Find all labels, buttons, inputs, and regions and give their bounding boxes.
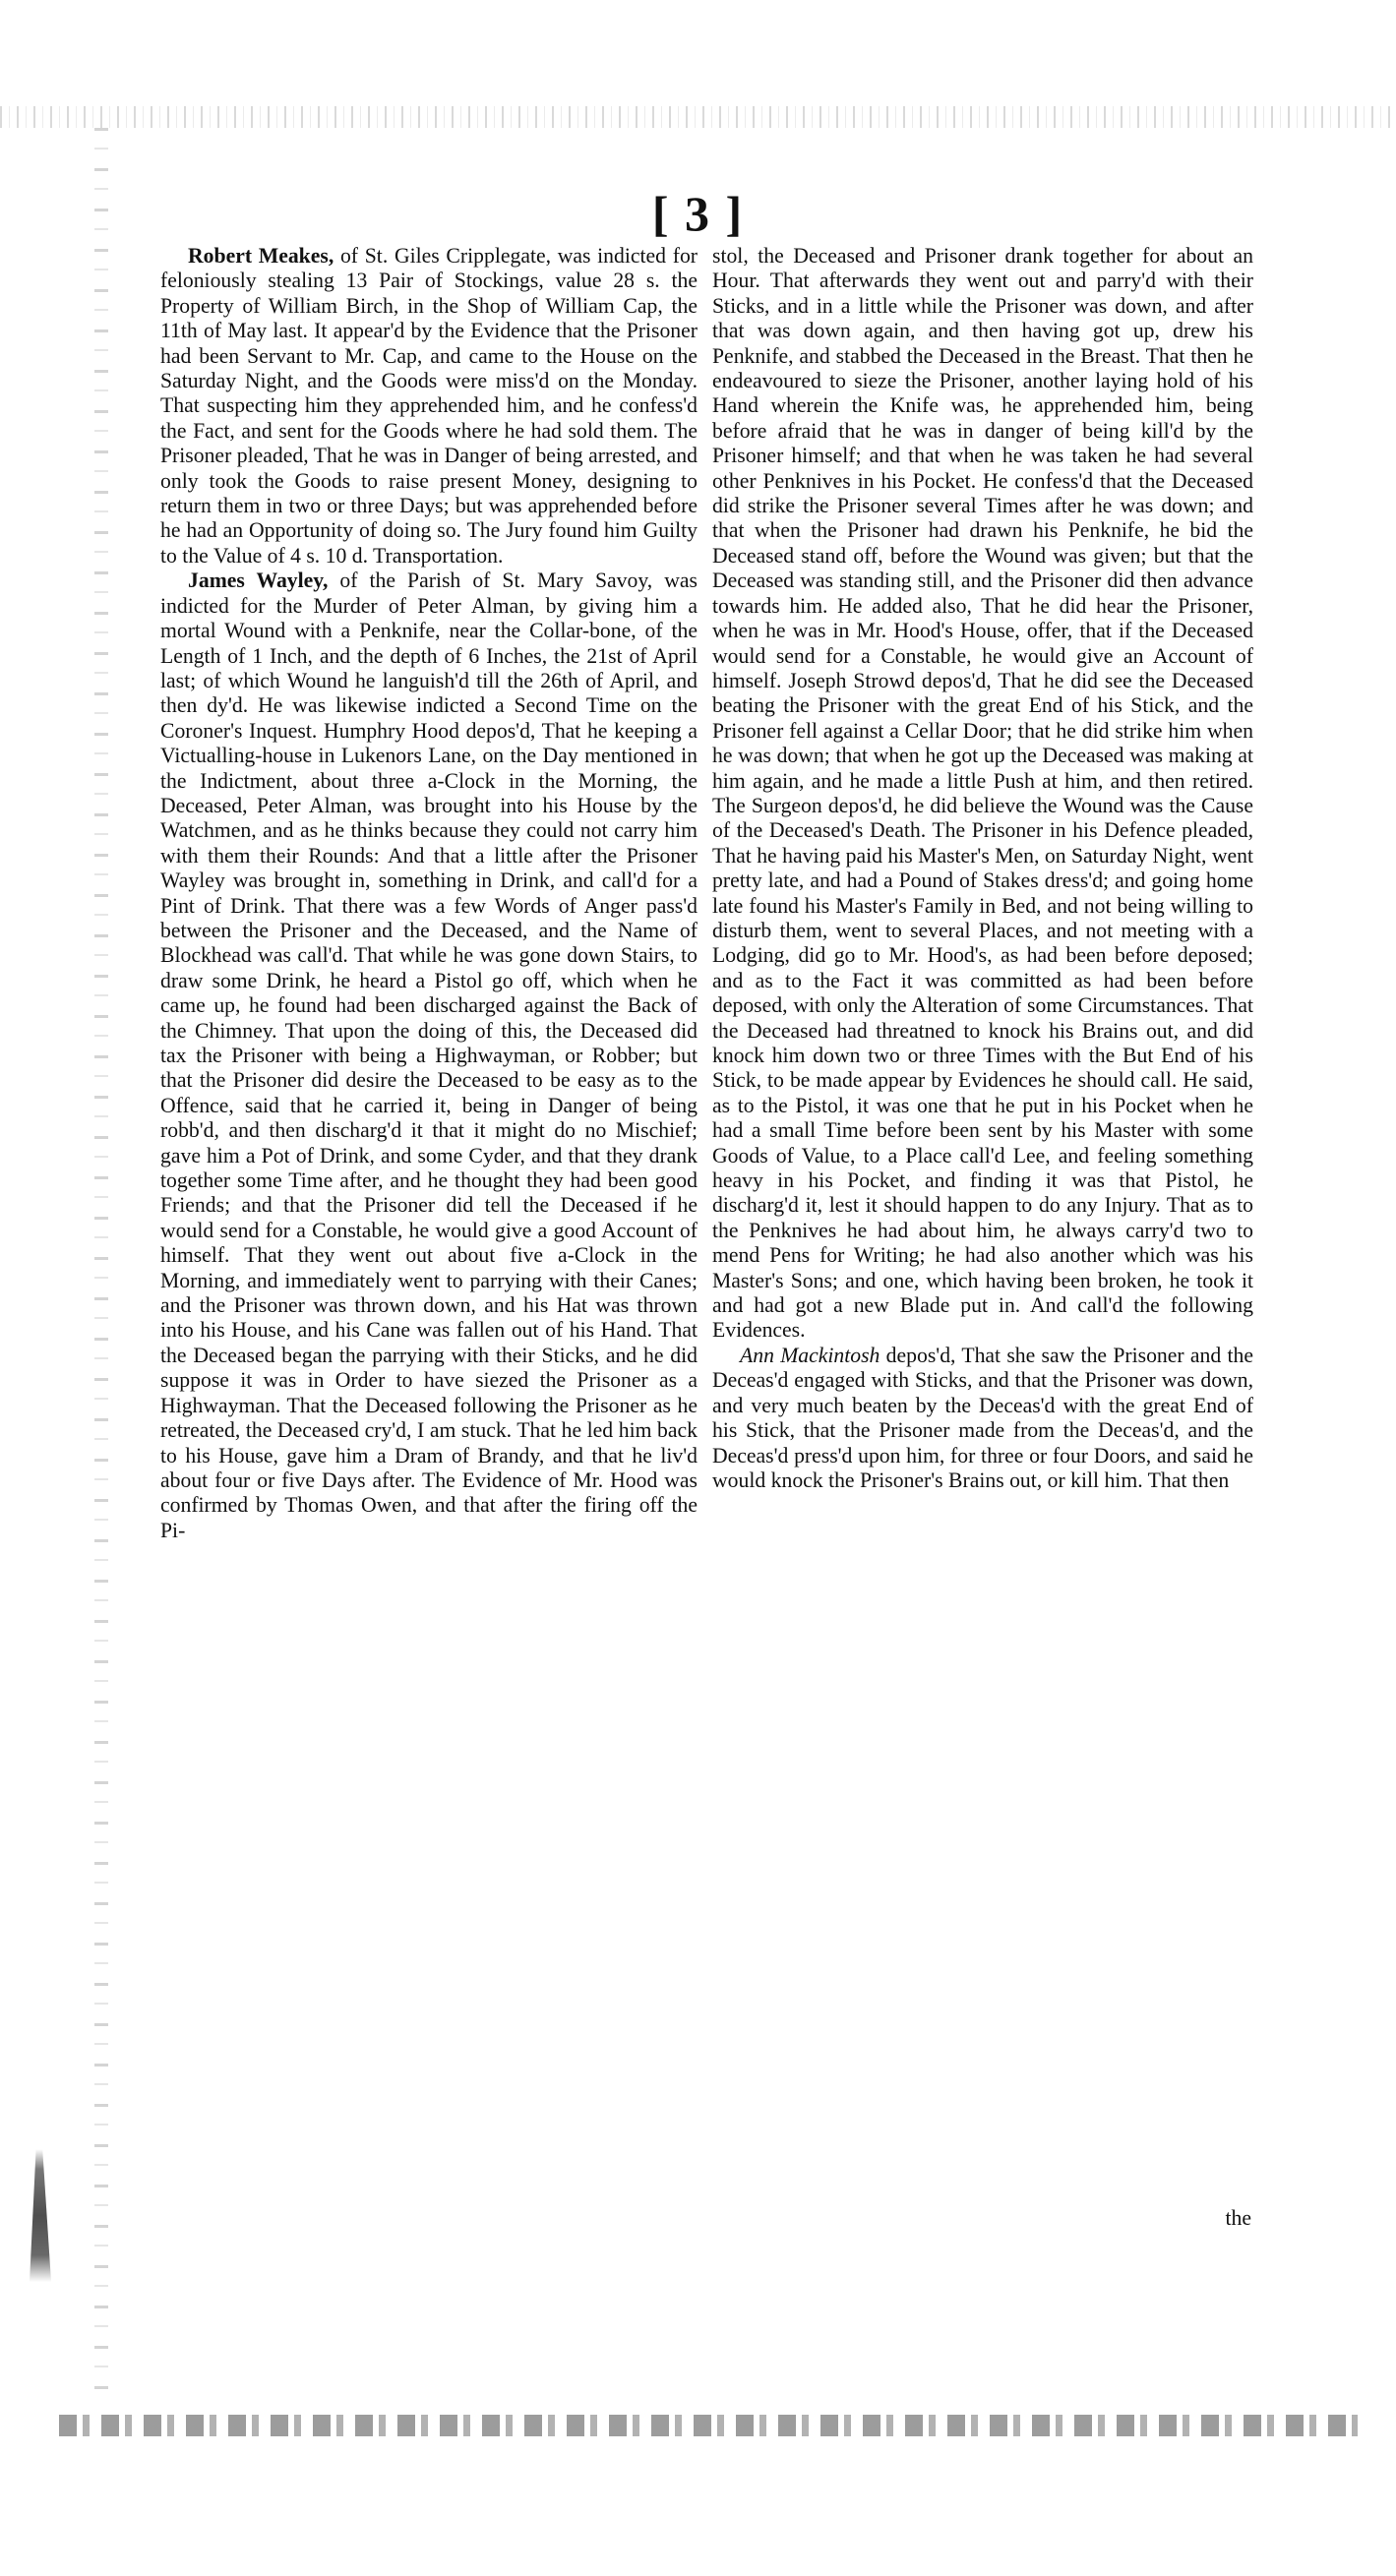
defendant-name: Robert Meakes, bbox=[188, 244, 334, 268]
scan-left-margin-noise bbox=[94, 128, 108, 2390]
catchword: the bbox=[1225, 2206, 1251, 2230]
scan-binding-mark bbox=[30, 2149, 51, 2282]
witness-name: Ann Mackintosh bbox=[740, 1343, 880, 1367]
paragraph-text: depos'd, That she saw the Prisoner and the Deceas'd engaged with Sticks, and that the Prisoner was down, and very much beaten by the Deceas'd with the great End of his Stick, that the Prisoner made from the Deceas'd, and the Deceas'd press'd upon him, for three or four Doors, and said he would knock the Prisoner's Brains out, or kill him. That then bbox=[712, 1343, 1253, 1492]
paragraph-meakes bbox=[160, 244, 698, 569]
paragraph-wayley bbox=[160, 569, 698, 1543]
page-number: [ 3 ] bbox=[651, 186, 745, 241]
paragraph-mackintosh bbox=[712, 1344, 1253, 1493]
right-column bbox=[712, 244, 1253, 1493]
scan-bottom-edge-noise bbox=[59, 2415, 1358, 2436]
paragraph-text: of St. Giles Cripplegate, was indicted for feloniously stealing 13 Pair of Stockings, value 28 s. the Property of William Birch, in the Shop of William Cap, the 11th of May last. It appear'd by the Evidence that the Prisoner had been Servant to Mr. Cap, and came to the House on the Saturday Night, and the Goods were miss'd on the Monday. That suspecting him they apprehended him, and he confess'd the Fact, and sent for the Goods where he had sold them. The Prisoner pleaded, That he was in Danger of being arrested, and only took the Goods to raise present Money, designing to return them in two or three Days; but was apprehended before he had an Opportunity of doing so. The Jury found him Guilty to the Value of 4 s. 10 d. Transportation. bbox=[160, 244, 698, 568]
scan-top-edge-noise bbox=[0, 106, 1396, 128]
left-column bbox=[160, 244, 698, 1543]
defendant-name: James Wayley, bbox=[188, 569, 329, 593]
paragraph-text: of the Parish of St. Mary Savoy, was indicted for the Murder of Peter Alman, by giving him a mortal Wound with a Penknife, near the Collar-bone, of the Length of 1 Inch, and the depth of 6 Inches, the 21st of April last; of which Wound he languish'd till the 26th of April, and then dy'd. He was likewise indicted a Second Time on the Coroner's Inquest. Humphry Hood depos'd, That he keeping a Victualling-house in Lukenors Lane, on the Day mentioned in the Indictment, about three a-Clock in the Morning, the Deceased, Peter Alman, was brought into his House by the Watchmen, and as he thinks because they could not carry him with them their Rounds: And that a little after the Prisoner Wayley was brought in, something in Drink, and call'd for a Pint of Drink. That there was a few Words of Anger pass'd between the Prisoner and the Deceased, and the Name of Blockhead was call'd. That while he was gone down Stairs, to draw some Drink, he heard a Pistol go off, which when he came up, he found had been discharged against the Back of the Chimney. That upon the doing of this, the Deceased did tax the Prisoner with being a Highwayman, or Robber; but that the Prisoner did desire the Deceased to be easy as to the Offence, said that he carried it, being in Danger of being robb'd, and then discharg'd it that it might do no Mischief; gave him a Pot of Drink, and some Cyder, and that they drank together some Time after, and he thought they had been good Friends; and that the Prisoner did tell the Deceased if he would send for a Constable, he would give a good Account of himself. That they went out about five a-Clock in the Morning, and immediately went to parrying with their Canes; and the Prisoner was thrown down, and his Hat was thrown into his House, and his Cane was fallen out of his Hand. That the Deceased began the parrying with their Sticks, and he did suppose it was in Order to have siezed the Prisoner as a Highwayman. That the Deceased following the Prisoner as he retreated, the Deceased cry'd, I am stuck. That he led him back to his House, gave him a Dram of Brandy, and that he liv'd about four or five Days after. The Evidence of Mr. Hood was confirmed by Thomas Owen, and that after the firing off the Pi- bbox=[160, 569, 698, 1542]
paragraph-continued bbox=[712, 244, 1253, 1344]
paragraph-text: stol, the Deceased and Prisoner drank together for about an Hour. That afterwards they went out and parry'd with their Sticks, and in a little while the Prisoner was down, and after that was down again, and then having got up, drew his Penknife, and stabbed the Deceased in the Breast. That then he endeavoured to sieze the Prisoner, another laying hold of his Hand wherein the Knife was, he apprehended him, being before afraid that he was in danger of being kill'd by the Prisoner himself; and that when he was taken he had several other Penknives in his Pocket. He confess'd that the Deceased did strike the Prisoner several Times after he was down; and that when the Prisoner had drawn his Penknife, he bid the Deceased stand off, before the Wound was given; but that the Deceased was standing still, and the Prisoner did then advance towards him. He added also, That he did hear the Prisoner, when he was in Mr. Hood's House, offer, that if the Deceased would send for a Constable, he would give an Account of himself. Joseph Strowd depos'd, That he did see the Deceased beating the Prisoner with the great End of his Stick, and the Prisoner fell against a Cellar Door; that he did strike him when he was down; that when he got up the Deceased was making at him again, and he made a little Push at him, and then retired. The Surgeon depos'd, he did believe the Wound was the Cause of the Deceased's Death. The Prisoner in his Defence pleaded, That he having paid his Master's Men, on Saturday Night, went pretty late, and had a Pound of Stakes dress'd; and going home late found his Master's Family in Bed, and not being willing to disturb them, went to several Places, and not meeting with a Lodging, did go to Mr. Hood's, as had been before deposed; and as to the Fact it was committed as had been before deposed, with only the Alteration of some Circumstances. That the Deceased had threatned to knock his Brains out, and did knock him down two or three Times with the But End of his Stick, to be made appear by Evidences he should call. He said, as to the Pistol, it was one that he put in his Pocket when he had a small Time before been sent by his Master with some Goods of Value, to a Place call'd Lee, and feeling something heavy in his Pocket, and finding it was that Pistol, he discharg'd it, lest it should happen to do any Injury. That as to the Penknives he had about him, he always carry'd two to mend Pens for Writing; he had also another which was his Master's Sons; and one, which having been broken, he took it and had got a new Blade put in. And call'd the following Evidences. bbox=[712, 244, 1253, 1343]
